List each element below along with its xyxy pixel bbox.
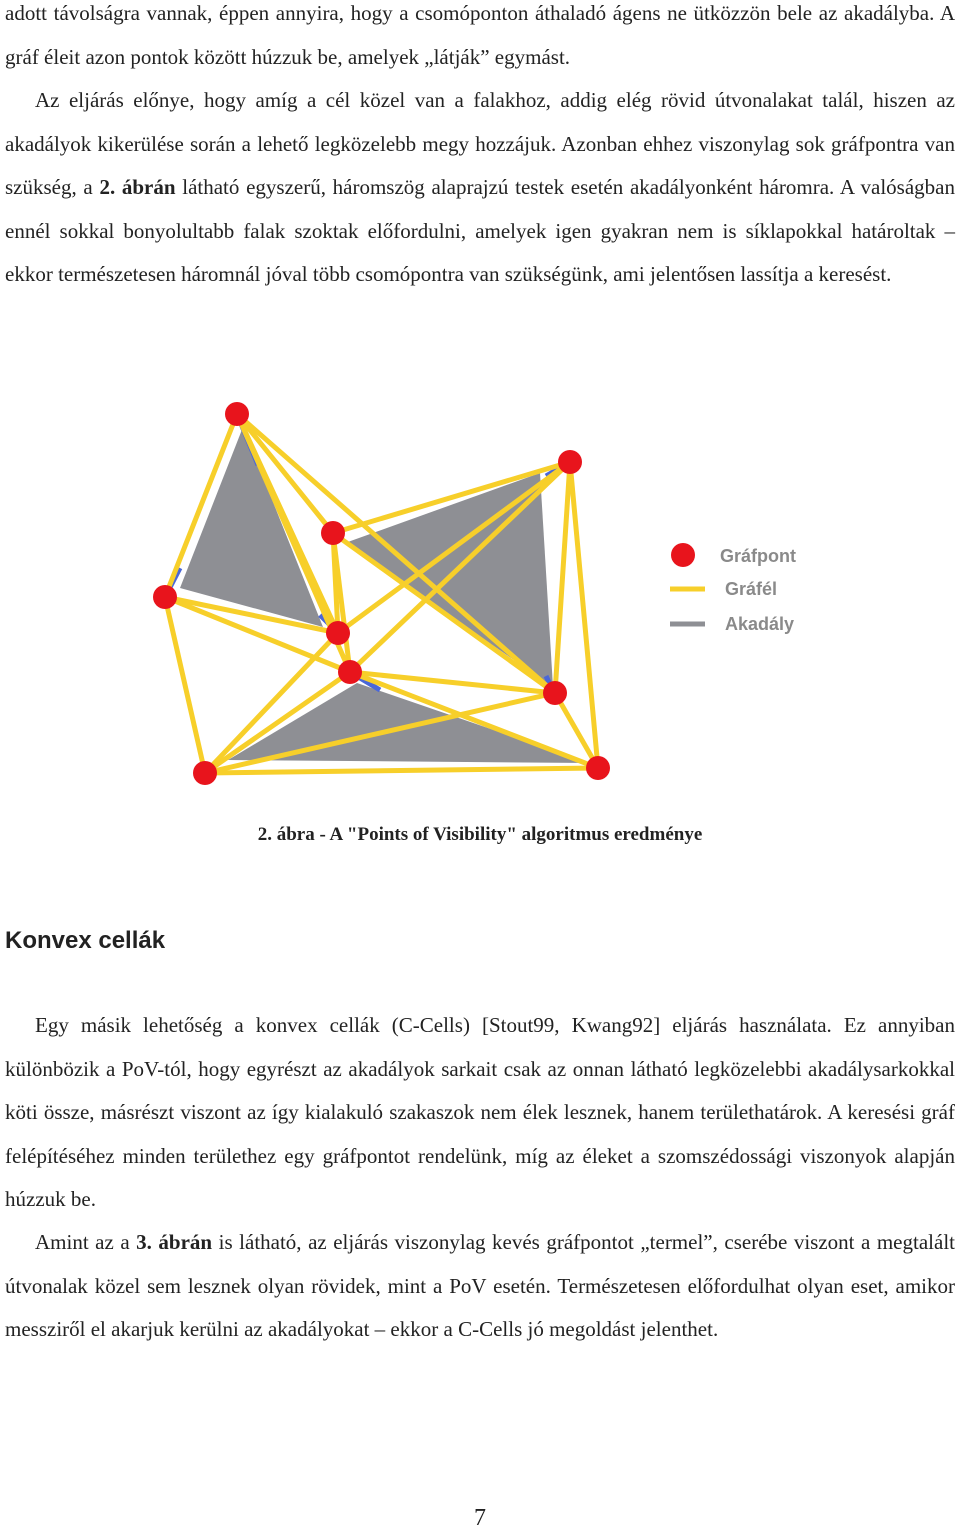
section-heading: Konvex cellák bbox=[5, 927, 166, 954]
paragraph-advantage-text-a: Az eljárás előnye, hogy amíg a cél közel van a falakhoz, addig elég rövid útvonalakat talál, hiszen az akadályok kikerülése során a lehető legközelebb megy hozzájuk. Azonban ehhez viszonylag sok gráfpontra van szükség, a bbox=[5, 88, 955, 199]
obstacle-triangle-left bbox=[180, 427, 323, 627]
figure-reference-3: 3. ábrán bbox=[136, 1230, 213, 1254]
graph-node bbox=[153, 585, 177, 609]
graph-node bbox=[321, 521, 345, 545]
paragraph-advantage-text-b: látható egyszerű, háromszög alaprajzú testek esetén akadályonként háromra. A valóságban ennél sokkal bonyolultabb falak szoktak előfordulni, amelyek igen gyakran nem is síklapokkal határoltak – ekkor természetesen háromnál jóval több csomópontra van szükségünk, ami jelentősen lassítja a keresést. bbox=[5, 175, 955, 286]
graph-node bbox=[193, 761, 217, 785]
paragraph-result-text-a: Amint az a bbox=[35, 1230, 137, 1254]
obstacles bbox=[180, 427, 590, 763]
paragraph-convex-cells: Egy másik lehetőség a konvex cellák (C-Cells) [Stout99, Kwang92] eljárás használata. Ez annyiban különbözik a PoV-tól, hogy egyrészt az akadályok sarkait csak az onnan látható legközelebbi akadálysarkokkal köti össze, másrészt viszont az így kialakuló szakaszok nem élek lesznek, hanem területhatárok. A keresési gráf felépítéséhez minden területhez egy gráfpontot rendelünk, míg az éleket a szomszédossági viszonyok alapján húzzuk be. bbox=[5, 1013, 955, 1211]
paragraph-convex-cells-result bbox=[5, 1221, 955, 1352]
figure-reference-2: 2. ábrán bbox=[99, 175, 176, 199]
legend-obstacle-label: Akadály bbox=[725, 614, 795, 634]
graph-node bbox=[338, 660, 362, 684]
figure-legend bbox=[670, 543, 796, 634]
paragraph-result-text-b: is látható, az eljárás viszonylag kevés gráfpontot „termel”, cserébe viszont a megtalált útvonalak közel sem lesznek olyan rövidek, mint a PoV esetén. Természetesen előfordulhat olyan eset, amikor messziről el akarjuk kerülni az akadályokat – ekkor a C-Cells jó megoldást jelenthet. bbox=[5, 1230, 955, 1341]
graph-node bbox=[558, 450, 582, 474]
graph-node bbox=[543, 681, 567, 705]
paragraph-intro bbox=[5, 0, 955, 297]
figure-caption: 2. ábra - A "Points of Visibility" algoritmus eredménye bbox=[257, 824, 703, 845]
page-number: 7 bbox=[474, 1505, 486, 1531]
legend-node-icon bbox=[671, 543, 695, 567]
graph-node bbox=[326, 621, 350, 645]
legend-node-label: Gráfpont bbox=[720, 546, 796, 566]
graph-node bbox=[586, 756, 610, 780]
graph-node bbox=[225, 402, 249, 426]
legend-edge-label: Gráfél bbox=[725, 579, 778, 599]
paragraph-intro-text: adott távolságra vannak, éppen annyira, hogy a csomóponton áthaladó ágens ne ütközzön bele az akadályba. A gráf éleit azon pontok között húzzuk be, amelyek „látják” egymást. bbox=[5, 1, 955, 69]
pov-figure bbox=[140, 395, 960, 805]
